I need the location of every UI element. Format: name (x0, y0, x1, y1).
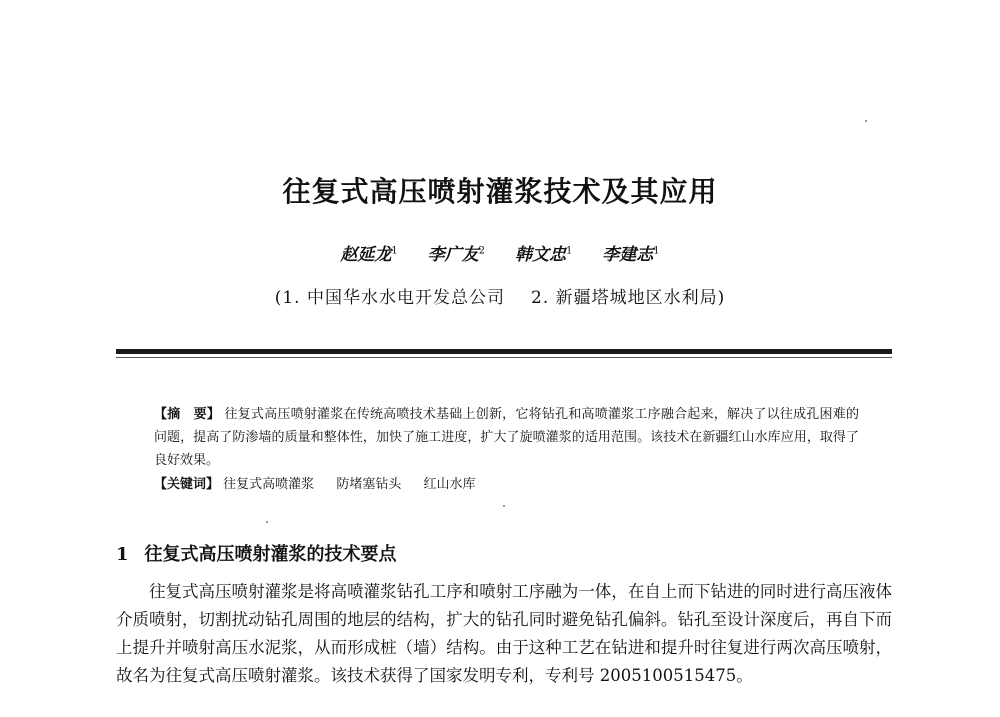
keyword: 往复式高喷灌浆 (223, 477, 315, 492)
scan-speck (503, 505, 505, 507)
abstract-text: 往复式高压喷射灌浆在传统高喷技术基础上创新，它将钻孔和高喷灌浆工序融合起来，解决了以往成孔困难的问题，提高了防渗墙的质量和整体性，加快了施工进度，扩大了旋喷灌浆的适用范围。该技术在新疆红山水库应用，取得了良好效果。 (154, 407, 859, 468)
header-rule-thin (116, 357, 892, 358)
keyword: 防堵塞钻头 (336, 477, 402, 492)
author: 赵延龙$^1$ (340, 245, 398, 265)
section-number: 1 (116, 544, 129, 565)
header-rule-thick (116, 349, 892, 354)
author: 韩文忠$^1$ (514, 245, 573, 265)
keyword: 红山水库 (423, 477, 476, 492)
paper-title: 往复式高压喷射灌浆技术及其应用 (282, 175, 718, 208)
affiliation-1: (1. 中国华水水电开发总公司 (274, 288, 505, 308)
author-list (0, 240, 1000, 265)
scan-speck (266, 521, 268, 523)
abstract-label: 【摘 要】 (154, 407, 221, 422)
scan-speck (865, 120, 867, 122)
author: 李建志$^1$ (602, 245, 660, 265)
keywords (154, 473, 493, 492)
section-title: 往复式高压喷射灌浆的技术要点 (144, 544, 397, 565)
body-paragraph: 往复式高压喷射灌浆是将高喷灌浆钻孔工序和喷射工序融为一体，在自上而下钻进的同时进行高压液体介质喷射，切割扰动钻孔周围的地层的结构，扩大的钻孔同时避免钻孔偏斜。钻孔至设计深度后，再自下而上提升并喷射高压水泥浆，从而形成桩（墙）结构。由于这种工艺在钻进和提升时往复进行两次高压喷射，故名为往复式高压喷射灌浆。该技术获得了国家发明专利，专利号 2005100515475。 (116, 582, 892, 685)
affiliations (0, 283, 1000, 308)
section-heading (116, 540, 397, 566)
keywords-label: 【关键词】 (154, 477, 220, 492)
author: 李广友$^2$ (427, 245, 486, 265)
affiliation-2: 2. 新疆塔城地区水利局) (531, 288, 726, 308)
abstract (154, 403, 859, 472)
